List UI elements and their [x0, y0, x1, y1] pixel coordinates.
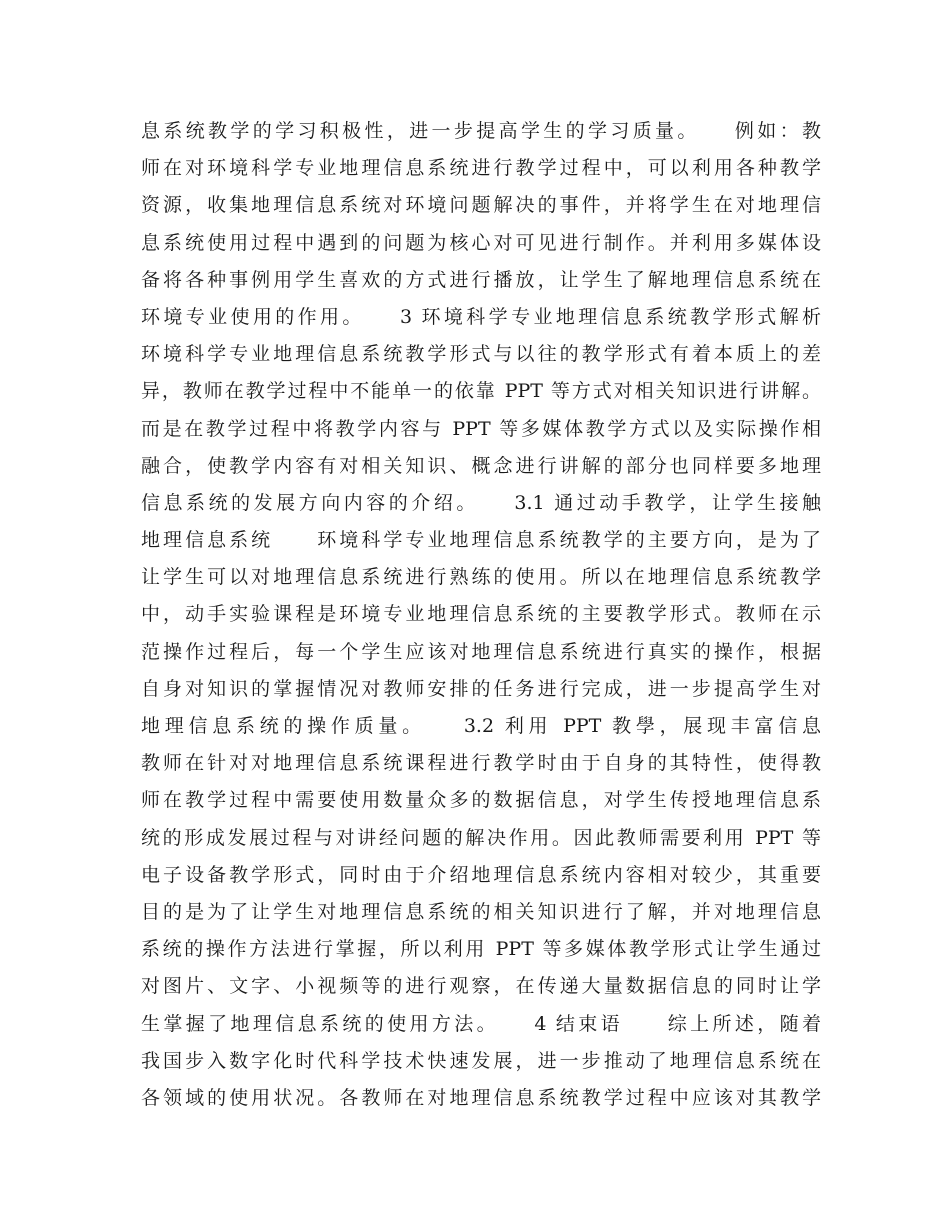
text-line: 统的形成发展过程与对讲经问题的解决作用。因此教师需要利用 PPT 等	[141, 826, 821, 849]
text-line: 息系统使用过程中遇到的问题为核心对可见进行制作。并利用多媒体设	[141, 231, 821, 254]
text-line: 息系统教学的学习积极性，进一步提高学生的学习质量。 例如：教	[141, 120, 821, 142]
text-line: 地理信息系统 环境科学专业地理信息系统教学的主要方向，是为了	[141, 529, 821, 552]
text-line: 对图片、文字、小视频等的进行观察，在传递大量数据信息的同时让学	[141, 975, 821, 998]
text-line: 我国步入数字化时代科学技术快速发展，进一步推动了地理信息系统在	[141, 1049, 821, 1072]
text-line: 而是在教学过程中将教学内容与 PPT 等多媒体教学方式以及实际操作相	[141, 417, 821, 440]
text-line: 系统的操作方法进行掌握，所以利用 PPT 等多媒体教学形式让学生通过	[141, 938, 821, 961]
text-line: 让学生可以对地理信息系统进行熟练的使用。所以在地理信息系统教学	[141, 566, 821, 589]
text-line: 电子设备教学形式，同时由于介绍地理信息系统内容相对较少，其重要	[141, 863, 821, 886]
text-line: 自身对知识的掌握情况对教师安排的任务进行完成，进一步提高学生对	[141, 677, 821, 700]
text-line: 各领域的使用状况。各教师在对地理信息系统教学过程中应该对其教学	[141, 1086, 821, 1109]
text-line: 异，教师在教学过程中不能单一的依靠 PPT 等方式对相关知识进行讲解。	[141, 380, 821, 403]
text-line: 地理信息系统的操作质量。 3.2 利用 PPT 教學，展现丰富信息	[141, 715, 821, 737]
text-line: 融合，使教学内容有对相关知识、概念进行讲解的部分也同样要多地理	[141, 454, 821, 477]
text-line: 范操作过程后，每一个学生应该对地理信息系统进行真实的操作，根据	[141, 640, 821, 663]
text-line: 师在对环境科学专业地理信息系统进行教学过程中，可以利用各种教学	[141, 157, 821, 180]
text-line: 中，动手实验课程是环境专业地理信息系统的主要教学形式。教师在示	[141, 603, 821, 626]
body-text	[141, 113, 821, 1117]
text-line: 生掌握了地理信息系统的使用方法。 4 结束语 综上所述，随着	[141, 1012, 821, 1035]
text-line: 备将各种事例用学生喜欢的方式进行播放，让学生了解地理信息系统在	[141, 268, 821, 291]
text-line: 师在教学过程中需要使用数量众多的数据信息，对学生传授地理信息系	[141, 789, 821, 812]
text-line: 环境专业使用的作用。 3 环境科学专业地理信息系统教学形式解析	[141, 305, 821, 328]
text-line: 教师在针对对地理信息系统课程进行教学时由于自身的其特性，使得教	[141, 752, 821, 775]
text-line: 目的是为了让学生对地理信息系统的相关知识进行了解，并对地理信息	[141, 900, 821, 923]
text-line: 信息系统的发展方向内容的介绍。 3.1 通过动手教学，让学生接触	[141, 491, 821, 514]
text-line: 资源，收集地理信息系统对环境问题解决的事件，并将学生在对地理信	[141, 194, 821, 217]
text-line: 环境科学专业地理信息系统教学形式与以往的教学形式有着本质上的差	[141, 343, 821, 366]
